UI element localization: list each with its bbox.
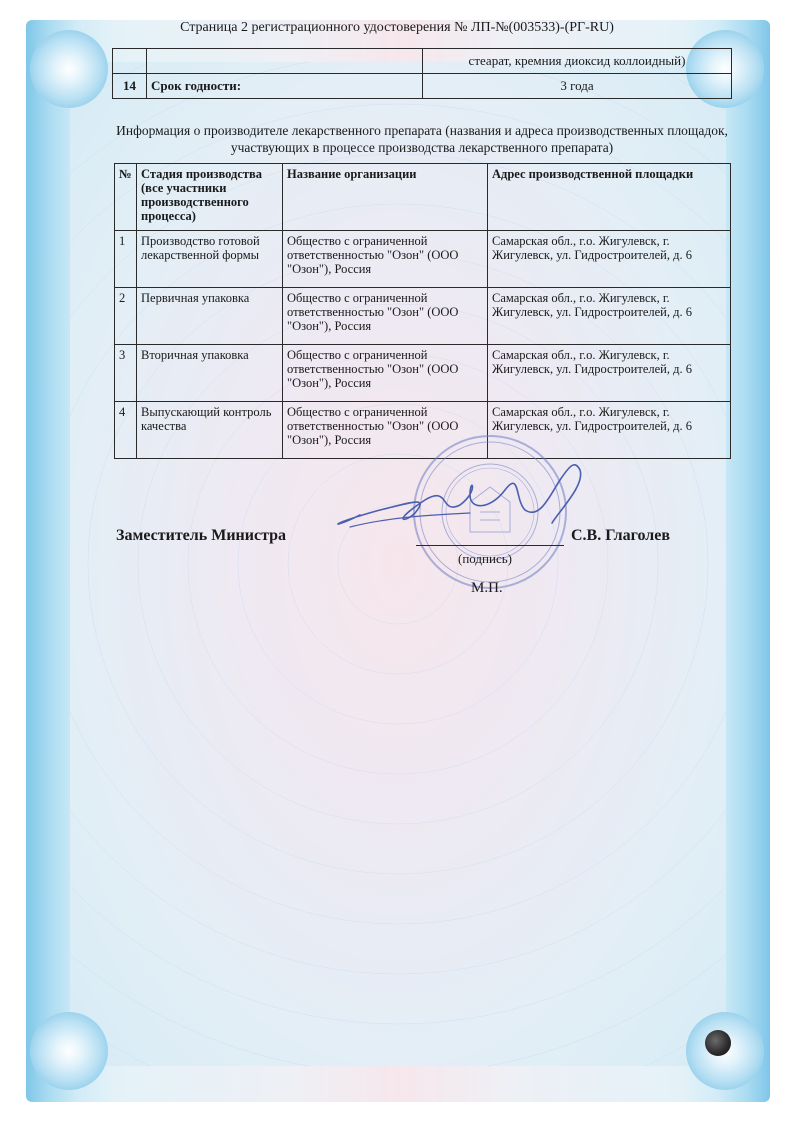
properties-table: [112, 48, 732, 99]
cell-stage: Производство готовой лекарственной формы: [137, 231, 283, 288]
cell-org: Общество с ограниченной ответственностью "Озон" (ООО "Озон"), Россия: [283, 402, 488, 459]
table-row-shelf-life: [113, 74, 732, 99]
signature-line: [416, 545, 564, 546]
table-row: [115, 345, 731, 402]
cell-num: 3: [115, 345, 137, 402]
table-row-continuation: [113, 49, 732, 74]
table-row: [115, 231, 731, 288]
page-header: Страница 2 регистрационного удостоверения № ЛП-№(003533)-(РГ-RU): [180, 20, 614, 35]
table-header-row: [115, 164, 731, 231]
rosette-top-left: [30, 30, 108, 108]
cell-address: Самарская обл., г.о. Жигулевск, г. Жигулевск, ул. Гидростроителей, д. 6: [488, 345, 731, 402]
shelf-life-value: 3 года: [423, 74, 732, 99]
manufacturers-table: [114, 163, 731, 459]
hole-punch-dot: [705, 1030, 731, 1056]
col-header-org: Название организации: [283, 164, 488, 231]
cell-address: Самарская обл., г.о. Жигулевск, г. Жигулевск, ул. Гидростроителей, д. 6: [488, 288, 731, 345]
shelf-life-label: Срок годности:: [147, 74, 423, 99]
row-number: 14: [113, 74, 147, 99]
table-row: [115, 288, 731, 345]
cell-stage: Первичная упаковка: [137, 288, 283, 345]
cell-address: Самарская обл., г.о. Жигулевск, г. Жигулевск, ул. Гидростроителей, д. 6: [488, 231, 731, 288]
signature-caption: (подпись): [458, 551, 512, 566]
cell-stage: Выпускающий контроль качества: [137, 402, 283, 459]
cell-num: 4: [115, 402, 137, 459]
stamp-place-label: М.П.: [471, 580, 503, 596]
composition-cont: стеарат, кремния диоксид коллоидный): [423, 49, 732, 74]
signatory-position: Заместитель Министра: [116, 527, 287, 544]
col-header-num: №: [115, 164, 137, 231]
col-header-stage: Стадия производства (все участники производственного процесса): [137, 164, 283, 231]
cell-stage: Вторичная упаковка: [137, 345, 283, 402]
rosette-bottom-left: [30, 1012, 108, 1090]
cell-num: 2: [115, 288, 137, 345]
manufacturer-info-heading: Информация о производителе лекарственного препарата (названия и адреса производственных площадок, участвующих в процессе производства лекарственного препарата): [116, 123, 728, 155]
cell-num: 1: [115, 231, 137, 288]
cell-org: Общество с ограниченной ответственностью "Озон" (ООО "Озон"), Россия: [283, 231, 488, 288]
signatory-name: С.В. Глаголев: [571, 527, 670, 544]
cell-address: Самарская обл., г.о. Жигулевск, г. Жигулевск, ул. Гидростроителей, д. 6: [488, 402, 731, 459]
cell-org: Общество с ограниченной ответственностью "Озон" (ООО "Озон"), Россия: [283, 345, 488, 402]
handwritten-signature: [320, 455, 610, 545]
cell-org: Общество с ограниченной ответственностью "Озон" (ООО "Озон"), Россия: [283, 288, 488, 345]
col-header-address: Адрес производственной площадки: [488, 164, 731, 231]
